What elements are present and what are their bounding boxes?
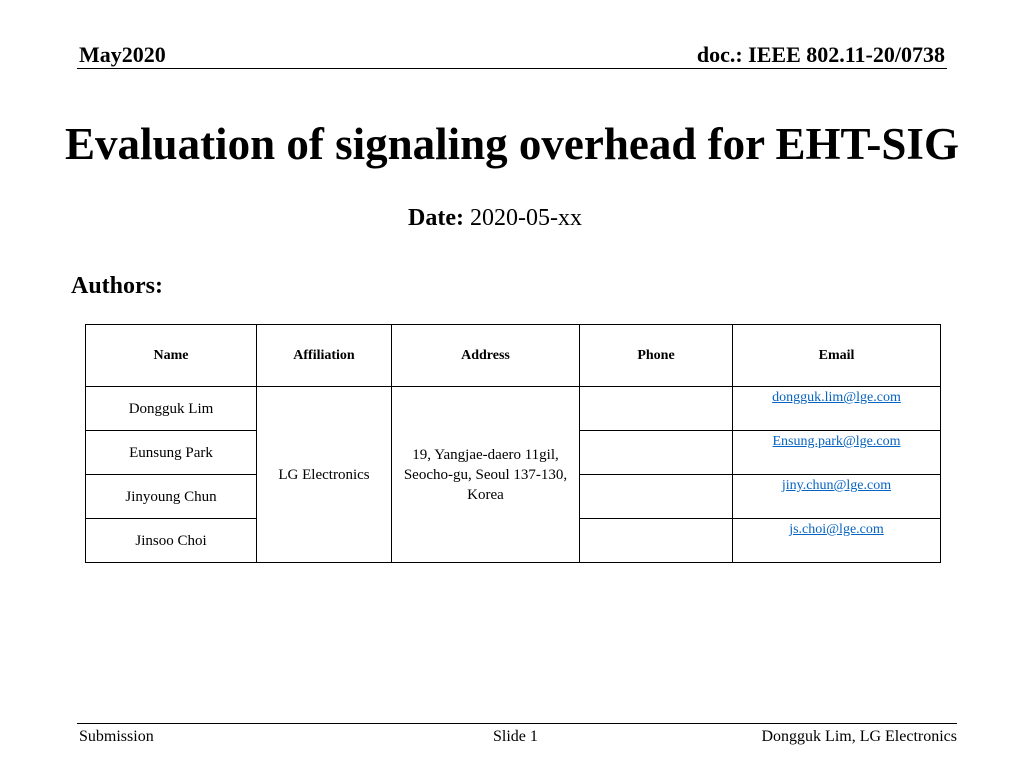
author-email-cell	[733, 519, 941, 563]
footer-author: Dongguk Lim, LG Electronics	[761, 728, 957, 745]
header-address: Address	[392, 325, 580, 387]
author-email-cell	[733, 387, 941, 431]
footer-divider	[77, 723, 957, 724]
header-doc-id: doc.: IEEE 802.11-20/0738	[696, 42, 945, 67]
header-phone: Phone	[580, 325, 733, 387]
author-email-cell	[733, 431, 941, 475]
header-date: May2020	[79, 42, 166, 67]
header-email: Email	[733, 325, 941, 387]
footer-slide-number: Slide 1	[493, 728, 538, 745]
table-row	[86, 387, 941, 431]
author-phone	[580, 475, 733, 519]
author-email-cell	[733, 475, 941, 519]
author-name: Jinsoo Choi	[86, 519, 257, 563]
header-divider	[77, 68, 947, 69]
email-link[interactable]: Ensung.park@lge.com	[772, 434, 901, 449]
date-label: Date:	[408, 205, 464, 231]
email-link[interactable]: js.choi@lge.com	[789, 522, 884, 537]
author-phone	[580, 387, 733, 431]
author-affiliation: LG Electronics	[257, 387, 392, 563]
email-link[interactable]: jiny.chun@lge.com	[781, 478, 892, 493]
author-name: Dongguk Lim	[86, 387, 257, 431]
header-name: Name	[86, 325, 257, 387]
footer-submission: Submission	[79, 728, 154, 745]
author-name: Jinyoung Chun	[86, 475, 257, 519]
header-affiliation: Affiliation	[257, 325, 392, 387]
authors-table	[85, 324, 941, 563]
date-line	[408, 205, 582, 232]
author-phone	[580, 431, 733, 475]
author-address: 19, Yangjae-daero 11gil, Seocho-gu, Seoul 137-130, Korea	[392, 387, 580, 563]
slide-title: Evaluation of signaling overhead for EHT-SIG	[65, 119, 959, 169]
email-link[interactable]: dongguk.lim@lge.com	[772, 390, 901, 405]
table-header-row	[86, 325, 941, 387]
authors-heading: Authors:	[71, 273, 164, 299]
author-phone	[580, 519, 733, 563]
author-name: Eunsung Park	[86, 431, 257, 475]
date-value: 2020-05-xx	[469, 205, 582, 231]
